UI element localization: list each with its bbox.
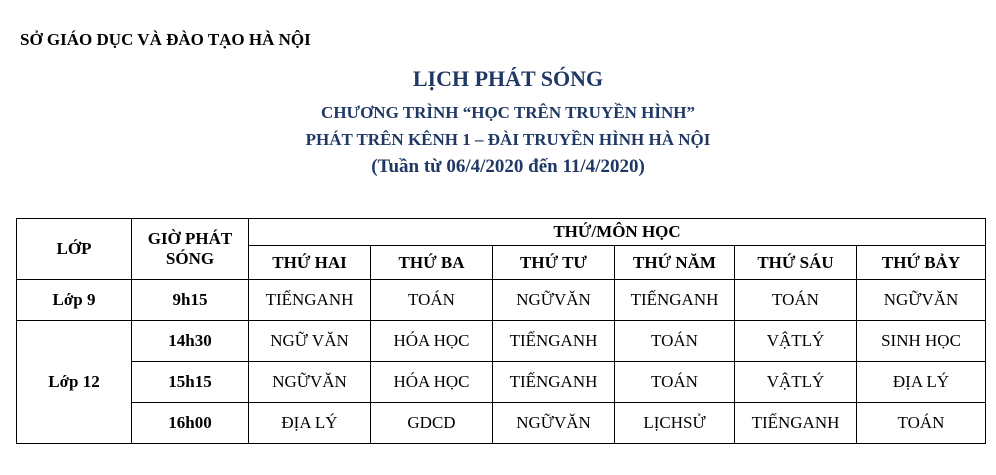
subject-cell: SINH HỌC: [857, 321, 986, 362]
subject-cell: NGỮ VĂN: [249, 321, 371, 362]
subject-cell: TIẾNGANH: [249, 280, 371, 321]
subject-cell: TOÁN: [615, 362, 735, 403]
header-day: THỨ HAI: [249, 246, 371, 280]
document-title: LỊCH PHÁT SÓNG: [412, 66, 604, 91]
table-row: [17, 280, 986, 321]
table-row: [17, 321, 986, 362]
broadcast-schedule-table: [16, 218, 986, 444]
header-day: THỨ TƯ: [493, 246, 615, 280]
subject-cell: TOÁN: [857, 403, 986, 444]
table-row: [17, 403, 986, 444]
subject-cell: NGỮVĂN: [249, 362, 371, 403]
subject-cell: NGỮVĂN: [493, 280, 615, 321]
subject-cell: ĐỊA LÝ: [249, 403, 371, 444]
table-row: [17, 362, 986, 403]
subject-cell: TIẾNGANH: [493, 321, 615, 362]
subject-cell: ĐỊA LÝ: [857, 362, 986, 403]
subject-cell: TIẾNGANH: [493, 362, 615, 403]
subject-cell: VẬTLÝ: [735, 321, 857, 362]
class-cell: Lớp 12: [17, 321, 132, 444]
program-name: CHƯƠNG TRÌNH “HỌC TRÊN TRUYỀN HÌNH”: [321, 103, 695, 122]
time-cell: 9h15: [132, 280, 249, 321]
subject-cell: TOÁN: [735, 280, 857, 321]
header-class: LỚP: [17, 219, 132, 280]
week-range: (Tuần từ 06/4/2020 đến 11/4/2020): [371, 156, 645, 177]
subject-cell: TOÁN: [371, 280, 493, 321]
header-broadcast-time: GIỜ PHÁT SÓNG: [132, 219, 249, 280]
subject-cell: HÓA HỌC: [371, 362, 493, 403]
channel-info: PHÁT TRÊN KÊNH 1 – ĐÀI TRUYỀN HÌNH HÀ NỘI: [305, 130, 711, 149]
header-day-subject: THỨ/MÔN HỌC: [249, 219, 986, 246]
time-cell: 16h00: [132, 403, 249, 444]
header-day: THỨ NĂM: [615, 246, 735, 280]
subject-cell: HÓA HỌC: [371, 321, 493, 362]
subject-cell: TIẾNGANH: [615, 280, 735, 321]
department-name: SỞ GIÁO DỤC VÀ ĐÀO TẠO HÀ NỘI: [20, 30, 311, 49]
class-cell: Lớp 9: [17, 280, 132, 321]
time-cell: 15h15: [132, 362, 249, 403]
header-day: THỨ SÁU: [735, 246, 857, 280]
subject-cell: NGỮVĂN: [857, 280, 986, 321]
time-cell: 14h30: [132, 321, 249, 362]
subject-cell: NGỮVĂN: [493, 403, 615, 444]
subject-cell: VẬTLÝ: [735, 362, 857, 403]
subject-cell: GDCD: [371, 403, 493, 444]
subject-cell: TOÁN: [615, 321, 735, 362]
subject-cell: TIẾNGANH: [735, 403, 857, 444]
header-day: THỨ BẢY: [857, 246, 986, 280]
subject-cell: LỊCHSỬ: [615, 403, 735, 444]
header-day: THỨ BA: [371, 246, 493, 280]
